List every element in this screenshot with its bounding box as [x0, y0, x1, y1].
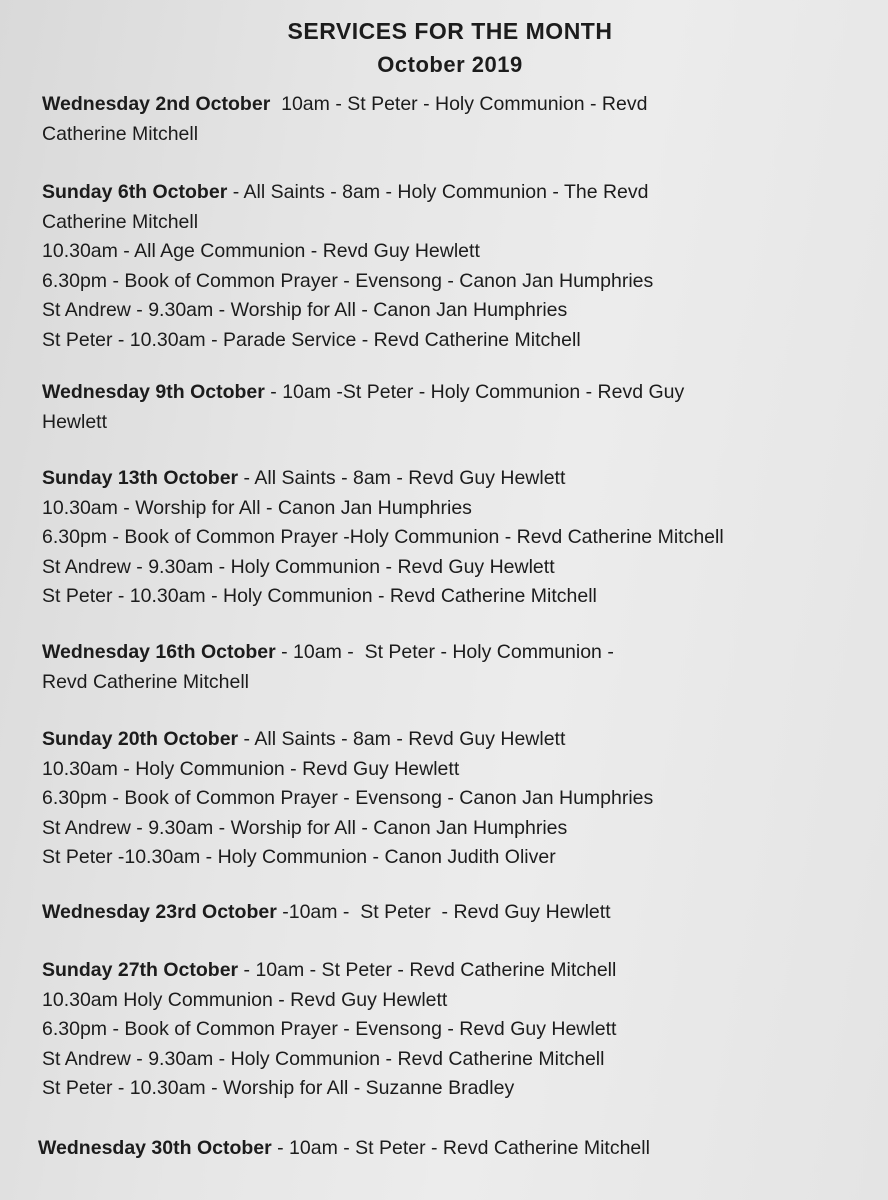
entry-line	[42, 638, 872, 668]
entry-line	[42, 378, 872, 408]
entry-sun-13	[42, 464, 872, 612]
entry-line: 6.30pm - Book of Common Prayer -Holy Communion - Revd Catherine Mitchell	[42, 526, 724, 548]
entry-line	[42, 725, 872, 755]
entry-text: - 10am - St Peter - Holy Communion -	[275, 641, 614, 663]
entry-line: St Andrew - 9.30am - Worship for All - Canon Jan Humphries	[42, 816, 568, 839]
entry-day: Wednesday 30th October	[38, 1137, 272, 1159]
entry-line	[38, 1134, 868, 1164]
entry-wed-2	[42, 90, 872, 149]
entry-wed-9	[42, 378, 872, 437]
page-subtitle: October 2019	[377, 52, 523, 77]
entry-wed-23	[42, 898, 872, 928]
entry-text: - 10am - St Peter - Revd Catherine Mitchell	[271, 1137, 650, 1159]
entry-day: Wednesday 9th October	[42, 381, 265, 403]
entry-line: St Andrew - 9.30am - Worship for All - Canon Jan Humphries	[42, 299, 568, 321]
entry-text: 10am - St Peter - Holy Communion - Revd	[270, 93, 648, 115]
entry-line: St Peter - 10.30am - Holy Communion - Revd Catherine Mitchell	[42, 585, 597, 607]
entry-line	[42, 898, 872, 928]
entry-line	[42, 464, 872, 494]
entry-day: Sunday 6th October	[42, 181, 228, 203]
entry-sun-20	[42, 725, 872, 873]
entry-line: St Andrew - 9.30am - Holy Communion - Revd Catherine Mitchell	[42, 1047, 605, 1070]
entry-sun-27	[42, 956, 872, 1104]
entry-text: - 10am -St Peter - Holy Communion - Revd Guy	[264, 381, 685, 403]
page-title: SERVICES FOR THE MONTH	[287, 18, 613, 44]
entry-day: Wednesday 23rd October	[42, 901, 277, 923]
entry-line: 6.30pm - Book of Common Prayer - Evensong - Revd Guy Hewlett	[42, 1018, 617, 1040]
entry-wed-16	[42, 638, 872, 697]
entry-text: - All Saints - 8am - Revd Guy Hewlett	[238, 467, 566, 489]
entry-day: Wednesday 2nd October	[42, 93, 271, 115]
entry-line: Catherine Mitchell	[42, 122, 199, 145]
entry-line	[42, 178, 872, 208]
entry-line: St Peter -10.30am - Holy Communion - Canon Judith Oliver	[42, 846, 556, 868]
entry-day: Sunday 27th October	[42, 959, 239, 981]
entry-sun-6	[42, 178, 872, 355]
entry-wed-30	[38, 1134, 868, 1164]
entry-day: Wednesday 16th October	[42, 641, 276, 663]
entry-line: St Peter - 10.30am - Parade Service - Revd Catherine Mitchell	[42, 328, 581, 351]
entry-line: St Andrew - 9.30am - Holy Communion - Revd Guy Hewlett	[42, 555, 555, 578]
entry-line: Catherine Mitchell	[42, 210, 199, 233]
entry-text: - All Saints - 8am - Revd Guy Hewlett	[238, 728, 566, 750]
entry-line	[42, 90, 872, 120]
entry-text: - 10am - St Peter - Revd Catherine Mitchell	[238, 959, 617, 981]
entry-line: 10.30am - Holy Communion - Revd Guy Hewlett	[42, 757, 460, 780]
entry-line: Hewlett	[42, 410, 108, 433]
entry-day: Sunday 20th October	[42, 728, 239, 750]
entry-line: 10.30am - Worship for All - Canon Jan Humphries	[42, 496, 472, 519]
entry-line: Revd Catherine Mitchell	[42, 670, 250, 693]
entry-day: Sunday 13th October	[42, 467, 239, 489]
entry-line: 6.30pm - Book of Common Prayer - Evensong - Canon Jan Humphries	[42, 787, 654, 809]
entry-text: - All Saints - 8am - Holy Communion - The Revd	[227, 181, 649, 203]
entry-line: 10.30am - All Age Communion - Revd Guy Hewlett	[42, 240, 480, 262]
entry-line: St Peter - 10.30am - Worship for All - Suzanne Bradley	[42, 1077, 515, 1099]
entry-text: -10am - St Peter - Revd Guy Hewlett	[276, 901, 611, 923]
entry-line	[42, 956, 872, 986]
entry-line: 6.30pm - Book of Common Prayer - Evensong - Canon Jan Humphries	[42, 269, 654, 292]
entry-line: 10.30am Holy Communion - Revd Guy Hewlett	[42, 988, 448, 1011]
